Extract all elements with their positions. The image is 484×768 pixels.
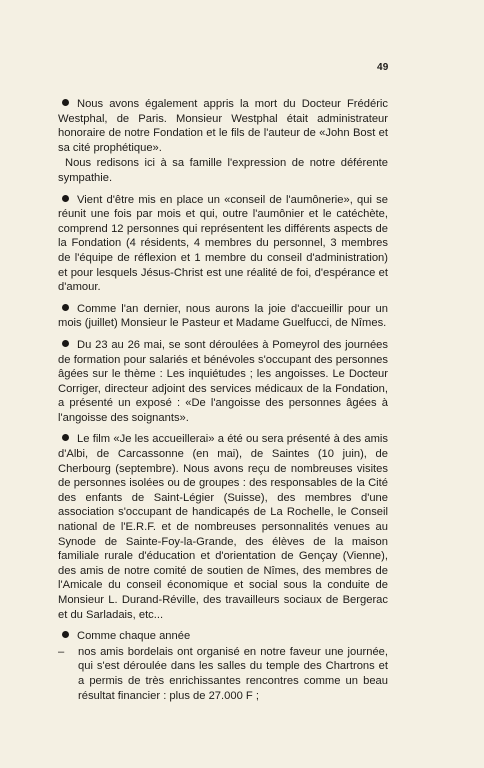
page-number: 49 bbox=[377, 62, 389, 73]
body-text bbox=[58, 97, 388, 703]
bullet-icon bbox=[62, 631, 69, 638]
paragraph-pomeyrol-training bbox=[58, 338, 388, 426]
paragraph-text: Comme chaque année bbox=[77, 630, 191, 643]
bullet-icon bbox=[62, 434, 69, 441]
paragraph-text: Comme l'an dernier, nous aurons la joie d'accueillir pour un mois (juillet) Monsieur le Pasteur et Madame Guelfucci, de Nîmes. bbox=[58, 302, 388, 330]
paragraph-text: Du 23 au 26 mai, se sont déroulées à Pomeyrol des journées de formation pour salariés et bénévoles s'occupant des personnes âgées sur le thème : Les inquiétudes ; les angoisses. Le Docteur Corriger, directeur adjoint des services médicaux de la Fondation, a présenté un exposé : «De l'angoisse des personnes âgées à l'angoisse des soignants». bbox=[58, 338, 388, 424]
bullet-icon bbox=[62, 99, 69, 106]
paragraph-text: Vient d'être mis en place un «conseil de l'aumônerie», qui se réunit une fois par mois et qui, outre l'aumônier et le catéchète, comprend 12 personnes qui représentent les différents aspects de la Fondation (4 résidents, 4 membres du personnel, 3 membres de l'équipe de réflexion et 1 membre du conseil d'administration) et pour lesquels Jésus-Christ est une réalité de foi, d'espérance et d'amour. bbox=[58, 193, 388, 294]
paragraph-text: Le film «Je les accueillerai» a été ou sera présenté à des amis d'Albi, de Carcassonne (en mai), de Saintes (10 juin), de Cherbourg (septembre). Nous avons reçu de nombreuses visites de personnes isolées ou de groupes : des responsables de la Cité des enfants de Saint-Légier (Suisse), des membres d'une association s'occupant de handicapés de La Rochelle, le Conseil national de l'E.R.F. et de nombreuses personnalités venues au Synode de Sainte-Foy-la-Grande, des élèves de la maison familiale rurale d'éducation et d'orientation de Gençay (Vienne), des amis de notre comité de soutien de Nîmes, des membres de l'Amicale du conseil économique et social sous la conduite de Monsieur L. Durand-Réville, des travailleurs sociaux de Bergerac et du Sarladais, etc... bbox=[58, 433, 388, 621]
paragraph-every-year bbox=[58, 629, 388, 644]
dash-marker: – bbox=[58, 645, 65, 658]
paragraph-text: Nous avons également appris la mort du Docteur Frédéric Westphal, de Paris. Monsieur Westphal était administrateur honoraire de notre Fondation et le fils de l'auteur de «John Bost et sa cité prophétique». bbox=[58, 98, 388, 154]
paragraph-text: Nous redisons ici à sa famille l'expression de notre déférente sympathie. bbox=[58, 157, 388, 184]
list-item bbox=[58, 645, 388, 703]
paragraph-chaplaincy-council bbox=[58, 193, 388, 295]
list-item-text: nos amis bordelais ont organisé en notre faveur une journée, qui s'est déroulée dans les salles du temple des Chartrons et a permis de très enrichissantes rencontres comme un beau résultat financier : plus de 27.000 F ; bbox=[78, 645, 388, 702]
paragraph-sympathy bbox=[58, 156, 388, 185]
paragraph-death-notice bbox=[58, 97, 388, 155]
paragraph-visit-guelfucci bbox=[58, 302, 388, 331]
bullet-icon bbox=[62, 340, 69, 347]
bullet-icon bbox=[62, 195, 69, 202]
paragraph-film-visits bbox=[58, 432, 388, 622]
bullet-icon bbox=[62, 304, 69, 311]
